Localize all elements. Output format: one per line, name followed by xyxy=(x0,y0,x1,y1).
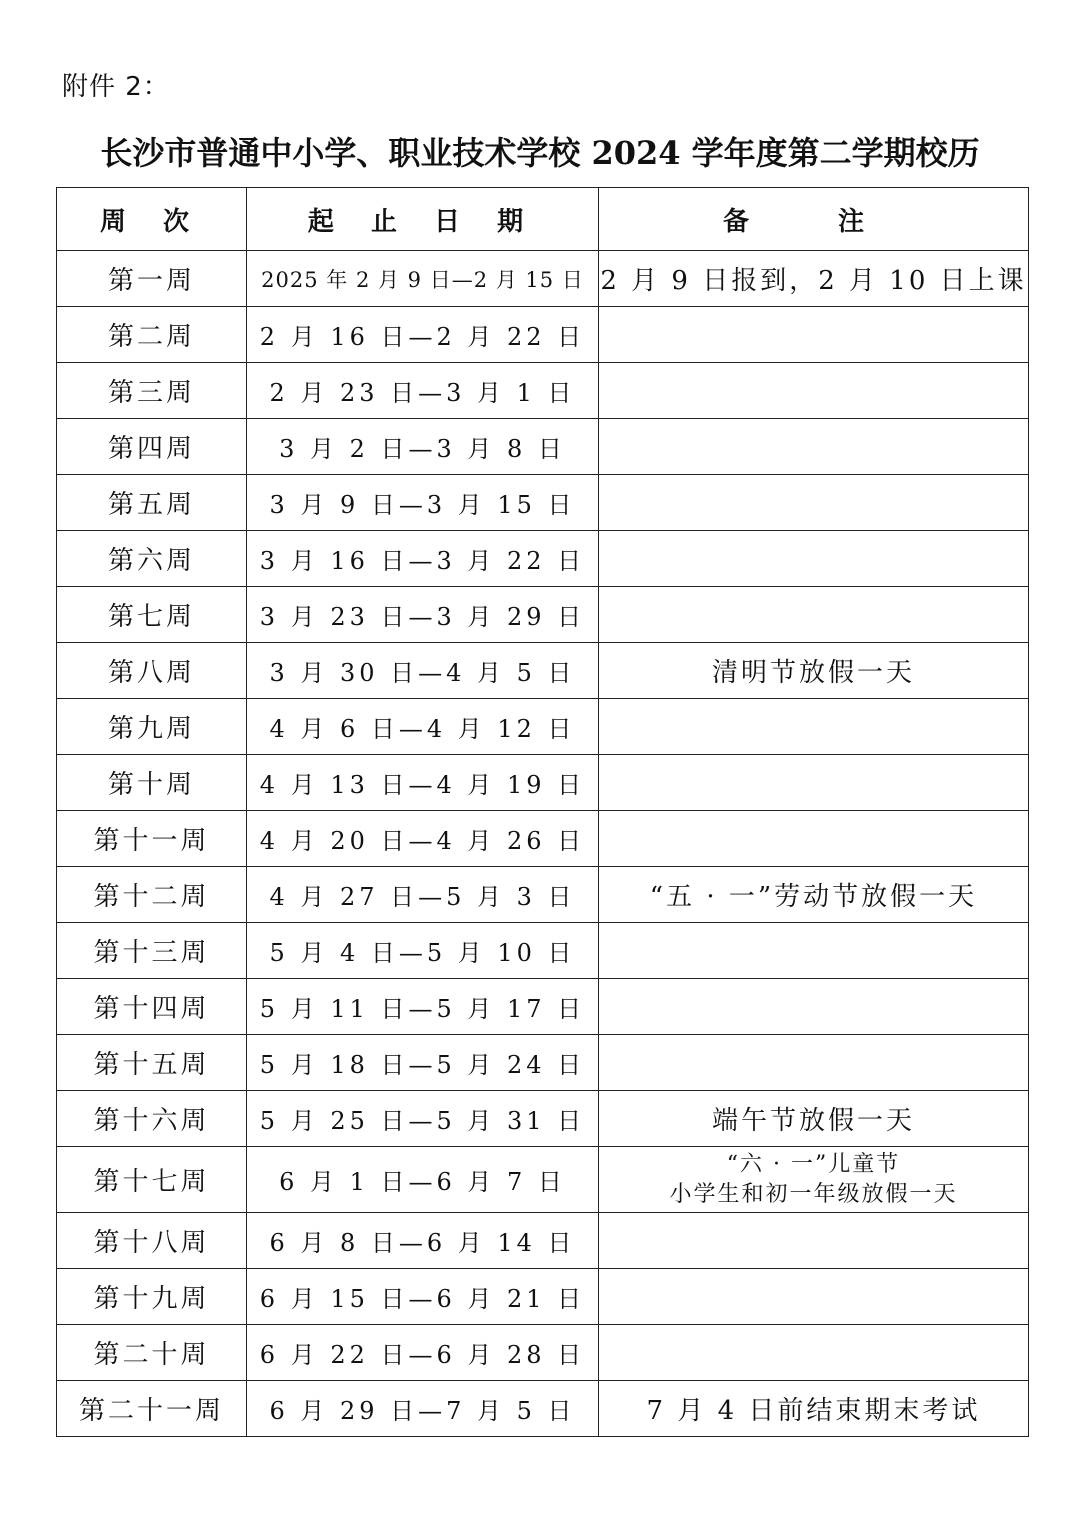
note-cell xyxy=(599,1035,1029,1091)
table-row xyxy=(57,867,1029,923)
note-cell xyxy=(599,979,1029,1035)
note-cell: 清明节放假一天 xyxy=(599,643,1029,699)
week-cell: 第八周 xyxy=(57,643,247,699)
table-row xyxy=(57,1381,1029,1437)
note-cell xyxy=(599,531,1029,587)
table-row xyxy=(57,363,1029,419)
note-cell xyxy=(599,923,1029,979)
table-row xyxy=(57,699,1029,755)
week-cell: 第七周 xyxy=(57,587,247,643)
week-cell: 第十四周 xyxy=(57,979,247,1035)
table-row xyxy=(57,1091,1029,1147)
week-cell: 第九周 xyxy=(57,699,247,755)
note-cell xyxy=(599,1269,1029,1325)
table-row xyxy=(57,979,1029,1035)
note-cell: 7 月 4 日前结束期末考试 xyxy=(599,1381,1029,1437)
table-row xyxy=(57,251,1029,307)
week-cell: 第六周 xyxy=(57,531,247,587)
date-range-cell: 4 月 13 日—4 月 19 日 xyxy=(247,755,599,811)
note-cell xyxy=(599,1147,1029,1213)
date-range-cell: 4 月 27 日—5 月 3 日 xyxy=(247,867,599,923)
note-line: “六 · 一”儿童节 xyxy=(726,1151,901,1177)
note-line: 小学生和初一年级放假一天 xyxy=(669,1181,958,1207)
week-cell: 第四周 xyxy=(57,419,247,475)
note-cell: 端午节放假一天 xyxy=(599,1091,1029,1147)
date-range-cell: 5 月 25 日—5 月 31 日 xyxy=(247,1091,599,1147)
table-row xyxy=(57,1325,1029,1381)
table-row xyxy=(57,531,1029,587)
note-cell xyxy=(599,307,1029,363)
column-header-dates: 起 止 日 期 xyxy=(247,188,599,251)
date-range-cell: 3 月 23 日—3 月 29 日 xyxy=(247,587,599,643)
date-range-cell: 5 月 11 日—5 月 17 日 xyxy=(247,979,599,1035)
week-cell: 第五周 xyxy=(57,475,247,531)
table-row xyxy=(57,643,1029,699)
note-cell xyxy=(599,1325,1029,1381)
date-range-cell: 6 月 22 日—6 月 28 日 xyxy=(247,1325,599,1381)
note-cell xyxy=(599,1213,1029,1269)
date-range-cell: 6 月 29 日—7 月 5 日 xyxy=(247,1381,599,1437)
note-cell: 2 月 9 日报到，2 月 10 日上课 xyxy=(599,251,1029,307)
week-cell: 第十二周 xyxy=(57,867,247,923)
table-row xyxy=(57,1213,1029,1269)
table-row xyxy=(57,475,1029,531)
date-range-cell: 3 月 30 日—4 月 5 日 xyxy=(247,643,599,699)
note-cell xyxy=(599,419,1029,475)
week-cell: 第十一周 xyxy=(57,811,247,867)
date-range-cell: 5 月 18 日—5 月 24 日 xyxy=(247,1035,599,1091)
column-header-notes: 备 注 xyxy=(599,188,1029,251)
note-cell xyxy=(599,363,1029,419)
week-cell: 第二十一周 xyxy=(57,1381,247,1437)
week-cell: 第十五周 xyxy=(57,1035,247,1091)
column-header-week: 周 次 xyxy=(57,188,247,251)
table-row xyxy=(57,923,1029,979)
note-cell: “五 · 一”劳动节放假一天 xyxy=(599,867,1029,923)
table-row xyxy=(57,755,1029,811)
date-range-cell: 3 月 9 日—3 月 15 日 xyxy=(247,475,599,531)
week-cell: 第十八周 xyxy=(57,1213,247,1269)
school-calendar-table xyxy=(56,187,1029,1437)
table-row xyxy=(57,307,1029,363)
date-range-cell: 6 月 1 日—6 月 7 日 xyxy=(247,1147,599,1213)
table-row xyxy=(57,587,1029,643)
week-cell: 第十周 xyxy=(57,755,247,811)
note-cell xyxy=(599,475,1029,531)
date-range-cell: 3 月 16 日—3 月 22 日 xyxy=(247,531,599,587)
date-range-cell: 4 月 6 日—4 月 12 日 xyxy=(247,699,599,755)
document-title: 长沙市普通中小学、职业技术学校 2024 学年度第二学期校历 xyxy=(100,134,980,172)
note-cell xyxy=(599,755,1029,811)
date-range-cell: 2025 年 2 月 9 日—2 月 15 日 xyxy=(247,251,599,307)
date-range-cell: 2 月 16 日—2 月 22 日 xyxy=(247,307,599,363)
date-range-cell: 4 月 20 日—4 月 26 日 xyxy=(247,811,599,867)
table-row xyxy=(57,1035,1029,1091)
attachment-label: 附件 2： xyxy=(62,72,170,102)
table-row xyxy=(57,419,1029,475)
week-cell: 第一周 xyxy=(57,251,247,307)
week-cell: 第二十周 xyxy=(57,1325,247,1381)
date-range-cell: 6 月 8 日—6 月 14 日 xyxy=(247,1213,599,1269)
table-row xyxy=(57,1147,1029,1213)
week-cell: 第十七周 xyxy=(57,1147,247,1213)
note-cell xyxy=(599,699,1029,755)
week-cell: 第二周 xyxy=(57,307,247,363)
week-cell: 第十三周 xyxy=(57,923,247,979)
date-range-cell: 5 月 4 日—5 月 10 日 xyxy=(247,923,599,979)
note-cell xyxy=(599,587,1029,643)
week-cell: 第十六周 xyxy=(57,1091,247,1147)
week-cell: 第三周 xyxy=(57,363,247,419)
note-cell xyxy=(599,811,1029,867)
week-cell: 第十九周 xyxy=(57,1269,247,1325)
table-row xyxy=(57,811,1029,867)
table-row xyxy=(57,1269,1029,1325)
date-range-cell: 3 月 2 日—3 月 8 日 xyxy=(247,419,599,475)
table-header-row xyxy=(57,188,1029,251)
date-range-cell: 6 月 15 日—6 月 21 日 xyxy=(247,1269,599,1325)
date-range-cell: 2 月 23 日—3 月 1 日 xyxy=(247,363,599,419)
